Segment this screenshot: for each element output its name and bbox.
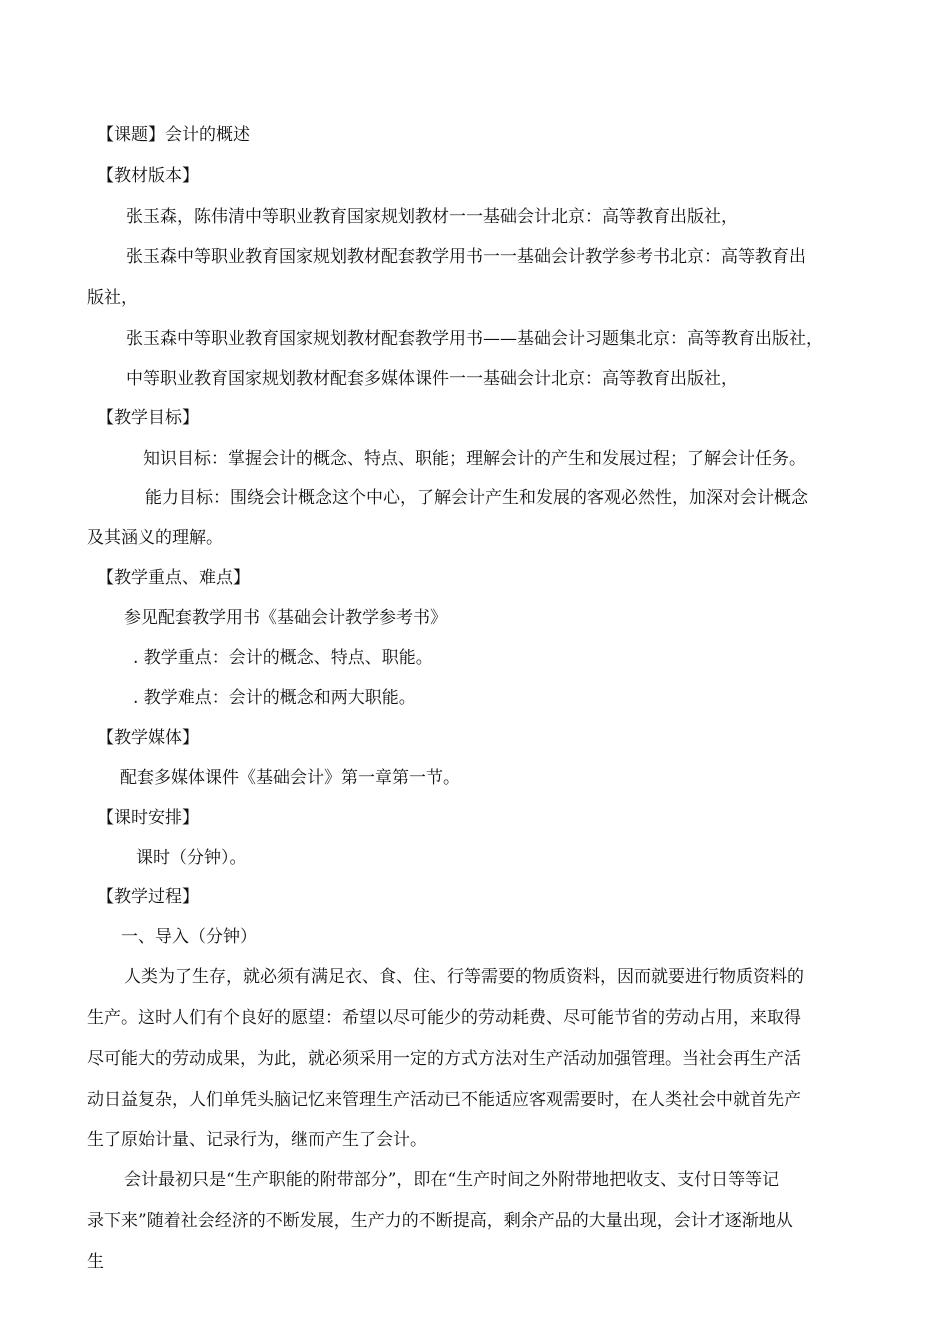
paragraph-1-line-5: 生了原始计量、记录行为，继而产生了会计。: [87, 1130, 427, 1150]
paragraph-2-line-1: 会计最初只是“生产职能的附带部分”，即在“生产时间之外附带地把收支、支付日等等记: [124, 1170, 780, 1190]
process-heading: 【教学过程】: [97, 887, 199, 907]
textbook-heading: 【教材版本】: [97, 166, 199, 186]
textbook-entry-2-cont: 版社，: [87, 288, 138, 308]
schedule-heading: 【课时安排】: [97, 808, 199, 828]
paragraph-2-line-2: 录下来”随着社会经济的不断发展，生产力的不断提高，剩余产品的大量出现，会计才逐渐地从: [87, 1211, 793, 1231]
paragraph-1-line-4: 动日益复杂，人们单凭头脑记忆来管理生产活动已不能适应客观需要时，在人类社会中就首先产: [87, 1090, 801, 1110]
textbook-entry-4: 中等职业教育国家规划教材配套多媒体课件一一基础会计北京：高等教育出版社，: [126, 369, 738, 389]
goals-heading: 【教学目标】: [97, 408, 199, 428]
reference-book: 参见配套教学用书《基础会计教学参考书》: [124, 608, 447, 628]
paragraph-1-line-2: 生产。这时人们有个良好的愿望：希望以尽可能少的劳动耗费、尽可能节省的劳动占用，来取得: [87, 1008, 801, 1028]
key-points-heading: 【教学重点、难点】: [97, 568, 250, 588]
textbook-entry-3: 张玉森中等职业教育国家规划教材配套教学用书——基础会计习题集北京：高等教育出版社，: [126, 329, 823, 349]
difficult-point: . 教学难点：会计的概念和两大职能。: [133, 688, 416, 708]
topic-heading: 【课题】会计的概述: [97, 125, 250, 145]
textbook-entry-2: 张玉森中等职业教育国家规划教材配套教学用书一一基础会计教学参考书北京：高等教育出: [126, 247, 806, 267]
media-heading: 【教学媒体】: [97, 728, 199, 748]
paragraph-1-line-1: 人类为了生存，就必须有满足衣、食、住、行等需要的物质资料，因而就要进行物质资料的: [124, 967, 804, 987]
knowledge-goal: 知识目标：掌握会计的概念、特点、职能；理解会计的产生和发展过程；了解会计任务。: [143, 449, 806, 469]
paragraph-2-line-3: 生: [87, 1252, 104, 1272]
ability-goal-line1: 能力目标：围绕会计概念这个中心，了解会计产生和发展的客观必然性，加深对会计概念: [145, 488, 808, 508]
media-text: 配套多媒体课件《基础会计》第一章第一节。: [120, 768, 460, 788]
paragraph-1-line-3: 尽可能大的劳动成果，为此，就必须采用一定的方式方法对生产活动加强管理。当社会再生产活: [87, 1049, 801, 1069]
ability-goal-line2: 及其涵义的理解。: [87, 528, 223, 548]
key-point: . 教学重点：会计的概念、特点、职能。: [133, 648, 433, 668]
process-section-1: 一、导入（分钟）: [121, 927, 257, 947]
textbook-entry-1: 张玉森，陈伟清中等职业教育国家规划教材一一基础会计北京：高等教育出版社，: [126, 207, 738, 227]
schedule-text: 课时（分钟）。: [136, 848, 247, 868]
